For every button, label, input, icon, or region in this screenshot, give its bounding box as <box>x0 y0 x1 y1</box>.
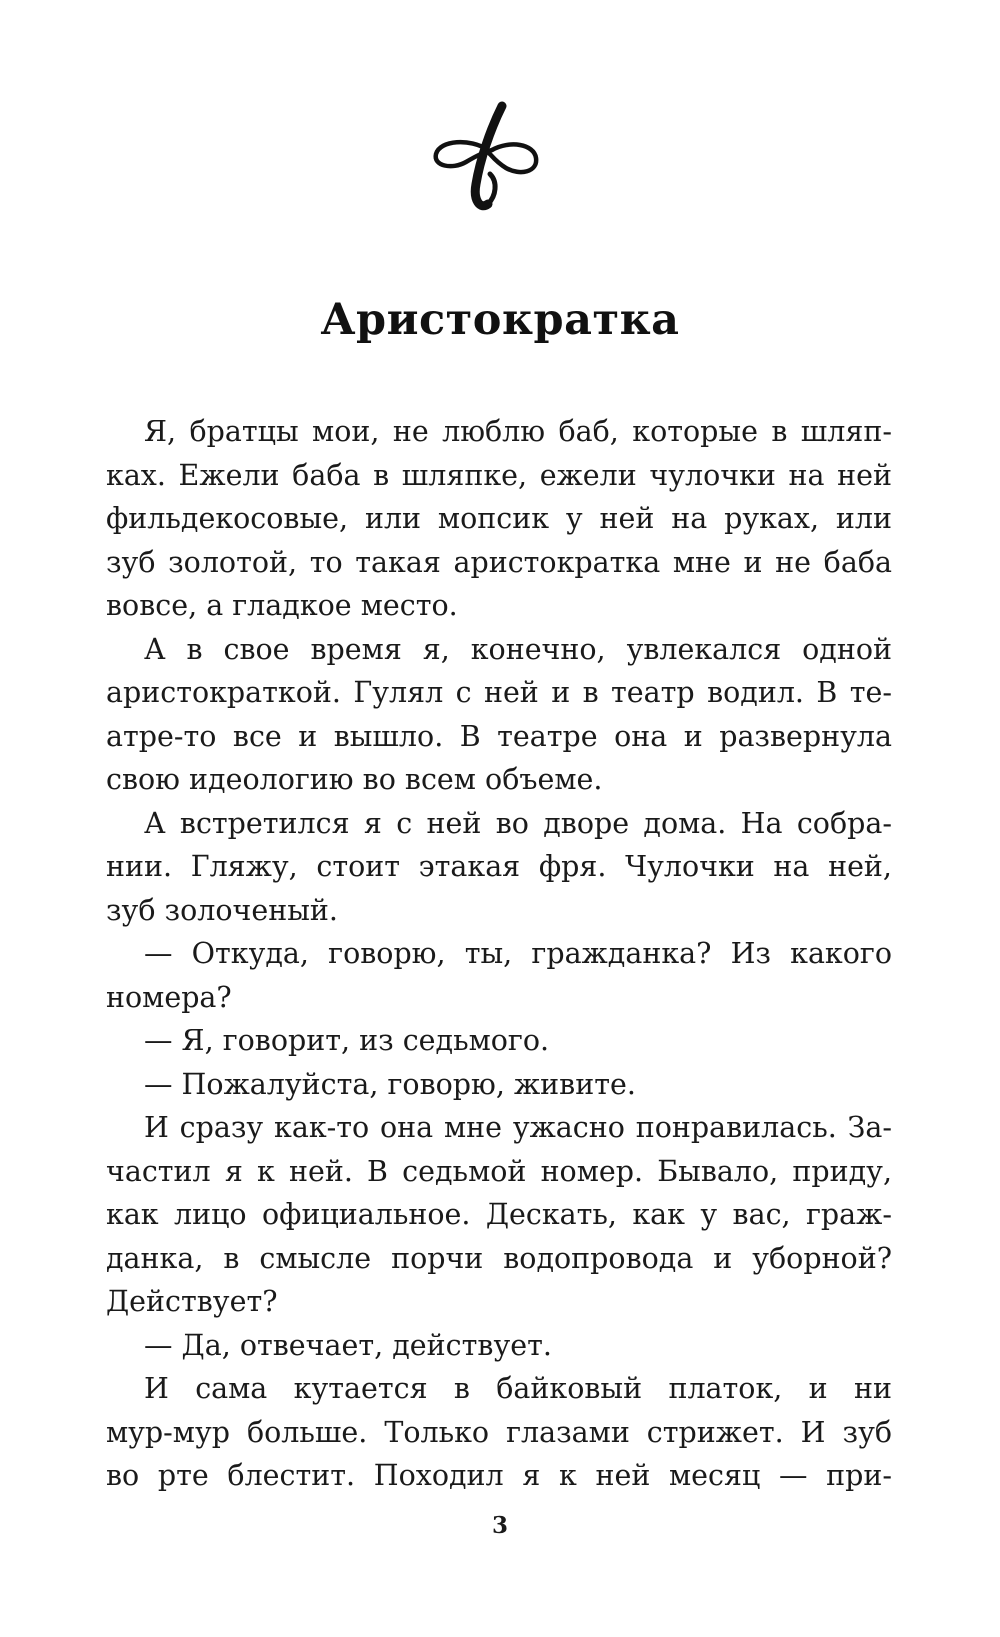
text-line: А в свое время я, конечно, увлекался одной <box>144 632 892 666</box>
text-line: данка, в смысле порчи водопровода и уборной? <box>106 1241 892 1275</box>
text-line: — Да, отвечает, действует. <box>144 1328 552 1362</box>
text-line: Действует? <box>106 1285 278 1318</box>
text-line: А встретился я с ней во дворе дома. На собра- <box>144 806 892 840</box>
text-line: — Откуда, говорю, ты, гражданка? Из какого <box>144 937 892 970</box>
text-line: номера? <box>106 980 232 1014</box>
text-line: фильдекосовые, или мопсик у ней на руках, или <box>106 502 892 535</box>
text-line: во рте блестит. Походил я к ней месяц — при- <box>106 1459 892 1492</box>
text-line: Я, братцы мои, не люблю баб, которые в шляп- <box>144 415 892 448</box>
text-line: зуб золотой, то такая аристократка мне и не баба <box>106 545 892 579</box>
chapter-body <box>106 410 892 1498</box>
text-line: — Я, говорит, из седьмого. <box>144 1024 550 1057</box>
text-line: ках. Ежели баба в шляпке, ежели чулочки на ней <box>106 458 892 492</box>
text-line: И сразу как-то она мне ужасно понравилась. За- <box>144 1111 892 1144</box>
text-line: как лицо официальное. Дескать, как у вас, граж- <box>106 1198 892 1231</box>
text-line: зуб золоченый. <box>106 893 338 927</box>
text-line: аристократкой. Гулял с ней и в театр водил. В те- <box>106 676 892 709</box>
text-line: частил я к ней. В седьмой номер. Бывало, приду, <box>106 1154 892 1188</box>
page-number: 3 <box>491 1512 508 1539</box>
text-line: — Пожалуйста, говорю, живите. <box>144 1067 636 1101</box>
text-line: И сама кутается в байковый платок, и ни <box>144 1372 892 1405</box>
chapter-title: Аристократка <box>320 295 680 345</box>
text-line: мур-мур больше. Только глазами стрижет. И зуб <box>106 1415 892 1449</box>
text-line: вовсе, а гладкое место. <box>106 589 458 622</box>
text-line: свою идеологию во всем объеме. <box>106 763 603 796</box>
calligraphic-flourish-icon <box>430 100 550 220</box>
text-line: нии. Гляжу, стоит этакая фря. Чулочки на ней, <box>106 850 892 883</box>
text-line: атре-то все и вышло. В театре она и развернула <box>106 719 892 753</box>
